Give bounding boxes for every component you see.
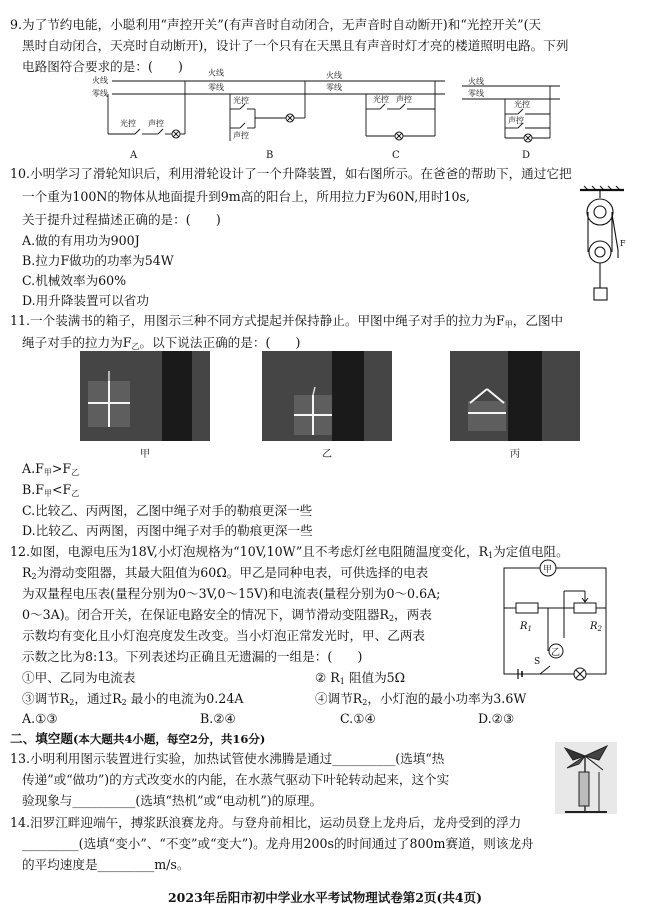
neutral-label-d: 零线 <box>468 89 484 98</box>
photo-bing <box>450 351 580 441</box>
q10-option-b: B.拉力F做功的功率为54W <box>22 253 174 268</box>
light-switch-label-d: 光控 <box>514 100 530 109</box>
q14-line-2: _________(选填“变小”、“不变”或“变大”)。龙舟用200s的时间通过了800m赛道，则该龙舟 <box>22 836 534 851</box>
option-a-label: A <box>130 150 138 161</box>
q10-line-1: 10.小明学习了滑轮知识后，利用滑轮设计了一个升降装置，如右图所示。在爸爸的帮助下，通过它把 <box>10 166 572 181</box>
q13-line-1: 13.小明利用图示装置进行实验，加热试管使水沸腾是通过__________(选填“热 <box>10 751 445 766</box>
q12-statement-4: ④调节$R_2$，小灯泡的最小功率为3.6W <box>315 691 527 707</box>
q9-line-1: 9.为了节约电能，小聪利用“声控开关”(有声音时自动闭合，无声音时自动断开)和“光控开关”(天 <box>10 17 542 32</box>
pinwheel-experiment-figure <box>555 742 617 814</box>
q12-choice-a: A.①③ <box>22 711 58 726</box>
q10-line-3: 关于提升过程描述正确的是：( ) <box>22 212 221 227</box>
option-b-label: B <box>266 150 274 161</box>
circuit-c <box>320 70 445 161</box>
switch-s-label: S <box>534 657 541 667</box>
q9-circuit-diagrams <box>90 68 570 166</box>
caption-yi: 乙 <box>322 449 332 460</box>
circuit-d <box>462 76 560 161</box>
light-switch-label-a: 光控 <box>120 119 136 128</box>
photo-jia <box>80 351 210 441</box>
circuit-b <box>195 68 320 162</box>
caption-bing: 丙 <box>510 449 520 460</box>
q10-option-a: A.做的有用功为900J <box>22 233 140 248</box>
q9-line-2: 黑时自动闭合，天亮时自动断开)，设计了一个只有在天黑且有声音时灯才亮的楼道照明电路。下列 <box>22 38 569 53</box>
q14-line-1: 14.汨罗江畔迎端午，搏浆跃浪赛龙舟。与登舟前相比，运动员登上龙舟后，龙舟受到的浮力 <box>10 815 522 830</box>
q12-statement-3: ③调节$R_2$，通过$R_2$ 最小的电流为0.24A <box>22 691 244 707</box>
neutral-label-c: 零线 <box>326 83 342 92</box>
q12-statement-2: ② $R_1$ 阻值为5Ω <box>315 670 406 686</box>
q12-choice-c: C.①④ <box>340 711 376 726</box>
q14-line-3: 的平均速度是_________m/s。 <box>22 857 190 872</box>
q12-choice-b: B.②④ <box>200 711 236 726</box>
live-label-d: 火线 <box>468 77 484 86</box>
sound-switch-label-d: 声控 <box>508 116 524 125</box>
meter-yi-label: 乙 <box>551 648 561 658</box>
q12-line-2: $R_2$为滑动变阻器，其最大阻值为60Ω。甲乙是同种电表，可供选择的电表 <box>22 565 429 581</box>
live-label-b: 火线 <box>208 68 224 78</box>
q12-line-4: 0～3A)。闭合开关，在保证电路安全的情况下，调节滑动变阻器$R_2$，两表 <box>22 607 432 623</box>
q12-line-5: 示数均有变化且小灯泡亮度发生改变。当小灯泡正常发光时，甲、乙两表 <box>22 628 425 643</box>
q12-line-1: 12.如图，电源电压为18V,小灯泡规格为“10V,10W”且不考虑灯丝电阻随温度变化，$R_1$为定值电阻。 <box>10 544 569 560</box>
q11-option-a: $A.F_甲>F_乙$ <box>22 461 80 477</box>
q10-option-c: C.机械效率为60% <box>22 273 127 288</box>
circuit-a <box>92 75 195 161</box>
q13-line-2: 传递”或“做功”)的方式改变水的内能，在水蒸气驱动下叶轮转动起来，这个实 <box>22 772 450 787</box>
option-d-label: D <box>522 150 531 161</box>
photo-yi <box>262 351 392 441</box>
q11-line-2: 绳子对手的拉力为$F_乙$。以下说法正确的是：( ) <box>22 335 301 351</box>
q11-option-c: C.比较乙、丙两图，乙图中绳子对手的勒痕更深一些 <box>22 503 313 518</box>
sound-switch-label-b: 声控 <box>233 131 249 140</box>
neutral-label-b: 零线 <box>208 83 224 92</box>
q11-option-b: $B.F_甲<F_乙$ <box>22 482 80 498</box>
q12-line-3: 为双量程电压表(量程分别为0～3V,0～15V)和电流表(量程分别为0～0.6A; <box>22 586 441 601</box>
page-footer: 2023年岳阳市初中学业水平考试物理试卷第2页(共4页) <box>167 890 482 905</box>
force-f-label: F <box>620 239 626 248</box>
q12-statement-1: ①甲、乙同为电流表 <box>22 670 136 685</box>
r1-label: $R_1$ <box>520 621 532 633</box>
neutral-label-a: 零线 <box>92 89 108 98</box>
pulley-figure <box>578 186 630 304</box>
caption-jia: 甲 <box>140 449 150 460</box>
live-label-c: 火线 <box>326 71 342 80</box>
live-label-a: 火线 <box>92 76 108 85</box>
section-2-heading: 二、填空题(本大题共4小题，每空2分，共16分) <box>10 731 266 746</box>
q12-circuit-diagram <box>498 556 616 686</box>
r2-label: $R_2$ <box>590 621 602 633</box>
q12-choice-d: D.②③ <box>478 711 515 726</box>
q11-line-1: 11.一个装满书的箱子，用图示三种不同方式提起并保持静止。甲图中绳子对手的拉力为$F_甲$，乙图中 <box>10 313 564 329</box>
q13-line-3: 验现象与__________(选填“热机”或“电动机”)的原理。 <box>22 793 323 808</box>
q12-line-6: 示数之比为8:13。下列表述均正确且无遗漏的一组是：( ) <box>22 649 363 664</box>
q10-line-2: 一个重为100N的物体从地面提升到9m高的阳台上，所用拉力F为60N,用时10s, <box>22 189 470 204</box>
q9-line-3: 电路图符合要求的是：( ) <box>22 59 183 74</box>
sound-switch-label-a: 声控 <box>148 119 164 128</box>
option-c-label: C <box>392 150 400 161</box>
q10-option-d: D.用升降装置可以省功 <box>22 293 149 308</box>
light-switch-label-b: 光控 <box>233 96 249 105</box>
meter-jia-label: 甲 <box>543 565 553 575</box>
sound-switch-label-c: 声控 <box>396 95 412 104</box>
light-switch-label-c: 光控 <box>373 95 389 104</box>
q11-option-d: D.比较乙、丙两图，丙图中绳子对手的勒痕更深一些 <box>22 523 313 538</box>
